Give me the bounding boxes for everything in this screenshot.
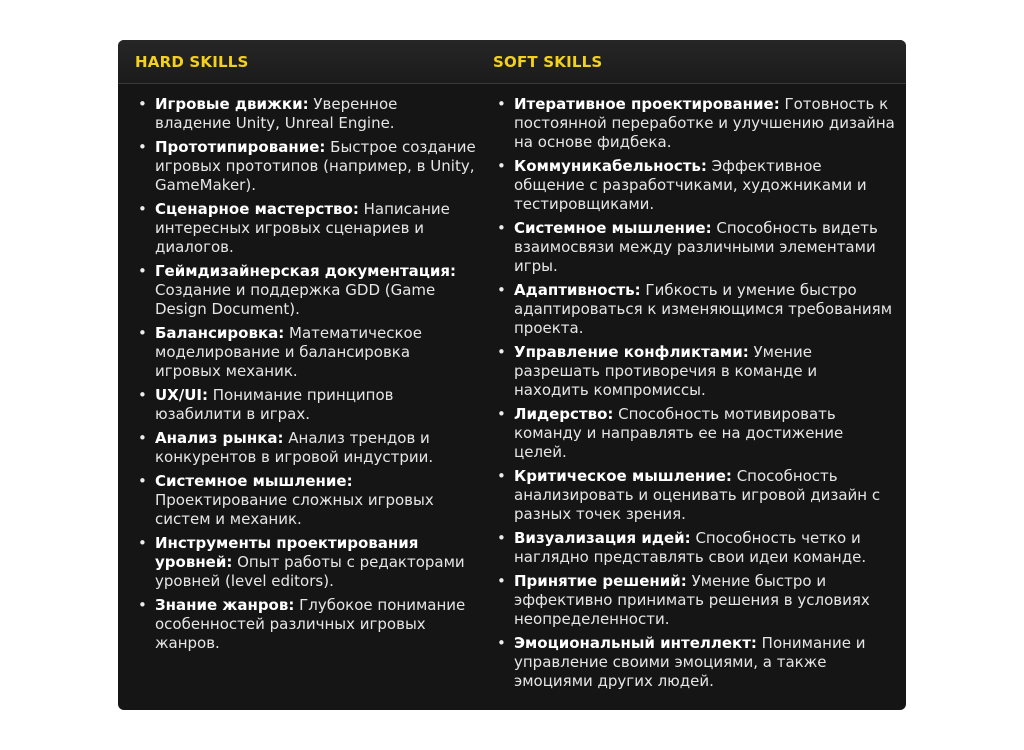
skill-item bbox=[494, 157, 896, 214]
soft-skills-column bbox=[476, 95, 896, 696]
skill-item bbox=[135, 429, 476, 467]
skill-description: Создание и поддержка GDD (Game Design Document). bbox=[155, 281, 436, 318]
skill-term: Знание жанров: bbox=[155, 596, 295, 614]
hard-skills-heading: HARD SKILLS bbox=[135, 52, 249, 71]
bullet-icon: • bbox=[138, 596, 147, 614]
skill-description: Уверенное владение Unity, Unreal Engine. bbox=[155, 95, 398, 132]
skill-term: Системное мышление: bbox=[155, 472, 353, 490]
skill-item bbox=[494, 634, 896, 691]
skill-description: Способность мотивировать команду и направлять ее на достижение целей. bbox=[514, 405, 844, 461]
skill-description: Готовность к постоянной переработке и улучшению дизайна на основе фидбека. bbox=[514, 95, 895, 151]
skill-term: Инструменты проектирования уровней: bbox=[155, 534, 419, 571]
skill-term: Анализ рынка: bbox=[155, 429, 284, 447]
bullet-icon: • bbox=[497, 405, 506, 423]
skill-item bbox=[135, 262, 476, 319]
skill-item bbox=[494, 529, 896, 567]
skill-description: Способность анализировать и оценивать игровой дизайн с разных точек зрения. bbox=[514, 467, 881, 523]
skill-term: Балансировка: bbox=[155, 324, 285, 342]
bullet-icon: • bbox=[138, 472, 147, 490]
skill-term: Адаптивность: bbox=[514, 281, 641, 299]
skill-item bbox=[494, 95, 896, 152]
skill-term: Коммуникабельность: bbox=[514, 157, 707, 175]
skill-item bbox=[494, 219, 896, 276]
hard-skills-column bbox=[118, 95, 476, 696]
bullet-icon: • bbox=[497, 634, 506, 652]
skill-term: Лидерство: bbox=[514, 405, 614, 423]
skill-description: Умение быстро и эффективно принимать решения в условиях неопределенности. bbox=[514, 572, 870, 628]
skill-description: Проектирование сложных игровых систем и механик. bbox=[155, 491, 434, 528]
skill-item bbox=[135, 386, 476, 424]
bullet-icon: • bbox=[138, 262, 147, 280]
skill-description: Способность видеть взаимосвязи между различными элементами игры. bbox=[514, 219, 878, 275]
bullet-icon: • bbox=[138, 534, 147, 552]
soft-skills-list bbox=[494, 95, 896, 691]
skill-item bbox=[494, 572, 896, 629]
skill-item bbox=[135, 534, 476, 591]
skill-term: Принятие решений: bbox=[514, 572, 687, 590]
skill-term: Прототипирование: bbox=[155, 138, 326, 156]
skill-description: Способность четко и наглядно представлять свои идеи команде. bbox=[514, 529, 867, 566]
skill-description: Написание интересных игровых сценариев и диалогов. bbox=[155, 200, 450, 256]
skill-term: Игровые движки: bbox=[155, 95, 309, 113]
skill-item bbox=[494, 467, 896, 524]
skill-term: Геймдизайнерская документация: bbox=[155, 262, 457, 280]
bullet-icon: • bbox=[138, 138, 147, 156]
skills-table bbox=[118, 40, 906, 710]
bullet-icon: • bbox=[138, 324, 147, 342]
bullet-icon: • bbox=[497, 467, 506, 485]
bullet-icon: • bbox=[138, 95, 147, 113]
skill-item bbox=[494, 281, 896, 338]
skill-item bbox=[135, 95, 476, 133]
table-header bbox=[118, 40, 906, 84]
bullet-icon: • bbox=[497, 572, 506, 590]
skill-description: Гибкость и умение быстро адаптироваться к изменяющимся требованиям проекта. bbox=[514, 281, 893, 337]
skill-item bbox=[135, 324, 476, 381]
skill-item bbox=[135, 138, 476, 195]
skill-item bbox=[135, 472, 476, 529]
skill-item bbox=[135, 200, 476, 257]
skill-description: Умение разрешать противоречия в команде и находить компромиссы. bbox=[514, 343, 818, 399]
skill-description: Понимание принципов юзабилити в играх. bbox=[155, 386, 394, 423]
bullet-icon: • bbox=[138, 386, 147, 404]
skill-term: Критическое мышление: bbox=[514, 467, 732, 485]
skill-term: Управление конфликтами: bbox=[514, 343, 749, 361]
bullet-icon: • bbox=[497, 529, 506, 547]
skill-term: Визуализация идей: bbox=[514, 529, 691, 547]
bullet-icon: • bbox=[138, 429, 147, 447]
skill-description: Опыт работы с редакторами уровней (level editors). bbox=[155, 553, 465, 590]
bullet-icon: • bbox=[497, 95, 506, 113]
bullet-icon: • bbox=[497, 157, 506, 175]
skill-description: Математическое моделирование и балансировка игровых механик. bbox=[155, 324, 422, 380]
bullet-icon: • bbox=[497, 219, 506, 237]
bullet-icon: • bbox=[497, 343, 506, 361]
skill-description: Эффективное общение с разработчиками, художниками и тестировщиками. bbox=[514, 157, 867, 213]
skill-description: Быстрое создание игровых прототипов (например, в Unity, GameMaker). bbox=[155, 138, 476, 194]
skill-term: Системное мышление: bbox=[514, 219, 712, 237]
skill-term: Эмоциональный интеллект: bbox=[514, 634, 757, 652]
skill-item bbox=[494, 343, 896, 400]
bullet-icon: • bbox=[138, 200, 147, 218]
skill-description: Анализ трендов и конкурентов в игровой индустрии. bbox=[155, 429, 434, 466]
skill-term: Сценарное мастерство: bbox=[155, 200, 359, 218]
skill-term: UX/UI: bbox=[155, 386, 208, 404]
skill-description: Глубокое понимание особенностей различных игровых жанров. bbox=[155, 596, 466, 652]
skill-description: Понимание и управление своими эмоциями, а также эмоциями других людей. bbox=[514, 634, 866, 690]
skill-item bbox=[494, 405, 896, 462]
hard-skills-list bbox=[135, 95, 476, 653]
soft-skills-heading: SOFT SKILLS bbox=[493, 52, 603, 71]
bullet-icon: • bbox=[497, 281, 506, 299]
skill-term: Итеративное проектирование: bbox=[514, 95, 780, 113]
skill-item bbox=[135, 596, 476, 653]
